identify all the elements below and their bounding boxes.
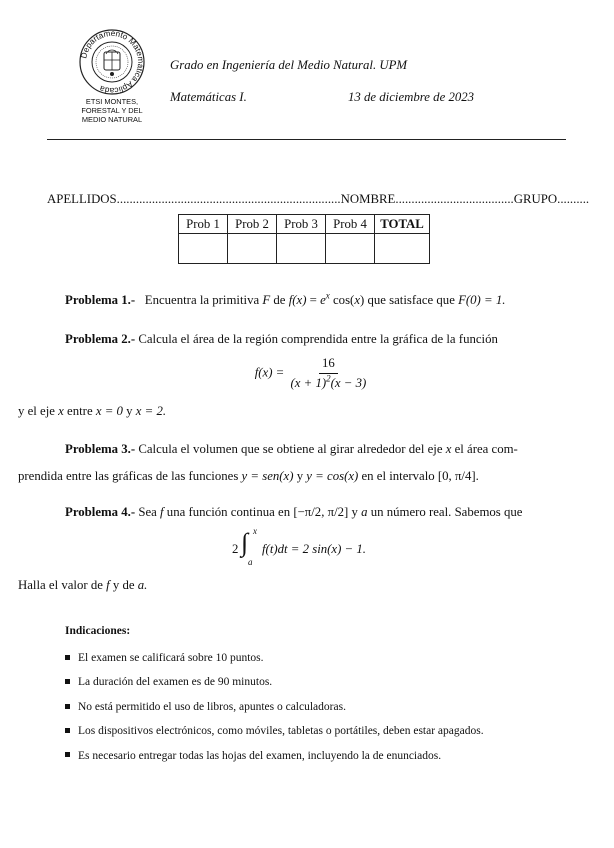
math-cos bbox=[333, 293, 364, 307]
math: F bbox=[262, 293, 271, 307]
math: 2 bbox=[326, 373, 331, 384]
bullet-icon bbox=[65, 679, 70, 684]
logo-caption-line: FORESTAL Y DEL bbox=[81, 106, 143, 115]
grade-cell[interactable] bbox=[179, 234, 228, 264]
math: cos( bbox=[332, 293, 355, 307]
indications-list bbox=[65, 650, 484, 772]
list-item-text: No está permitido el uso de libros, apuntes o calculadoras. bbox=[78, 700, 346, 713]
math: e bbox=[320, 293, 326, 307]
grades-score-row bbox=[179, 234, 430, 264]
problem-2 bbox=[18, 326, 568, 353]
problem-label: Problema 2.- bbox=[65, 332, 136, 346]
problem-3 bbox=[18, 436, 568, 490]
problem-text: Sea bbox=[138, 505, 157, 519]
list-item-text: Es necesario entregar todas las hojas del examen, incluyendo la de enunciados. bbox=[78, 749, 442, 762]
problem-text: y el eje bbox=[18, 404, 55, 418]
list-item-text: El examen se calificará sobre 10 puntos. bbox=[78, 652, 264, 664]
problem-text: y de bbox=[112, 578, 135, 592]
problem-2-end bbox=[18, 398, 568, 425]
grades-header-cell: Prob 2 bbox=[228, 215, 277, 234]
math: x bbox=[445, 442, 452, 456]
math: y = sen(x) bbox=[241, 469, 294, 483]
grupo-field[interactable]: GRUPO.......... bbox=[513, 192, 590, 206]
problem-text: Encuentra la primitiva bbox=[144, 293, 260, 307]
problem-text: que satisface que bbox=[367, 293, 455, 307]
math: (x + 1) bbox=[290, 376, 327, 390]
grade-cell[interactable] bbox=[326, 234, 375, 264]
integral-upper-limit: x bbox=[253, 526, 257, 536]
bullet-icon bbox=[65, 704, 70, 709]
problem-4-equation bbox=[228, 526, 398, 570]
student-fields bbox=[47, 192, 614, 207]
problem-text: en el intervalo bbox=[361, 469, 435, 483]
problem-text: y bbox=[351, 505, 358, 519]
logo-caption-line: ETSI MONTES, bbox=[85, 97, 139, 106]
logo-caption bbox=[74, 97, 150, 124]
integral-sign: ∫ bbox=[241, 528, 249, 557]
department-logo bbox=[74, 28, 150, 124]
problem-text: una función continua en bbox=[166, 505, 291, 519]
nombre-field[interactable]: NOMBRE..................................... bbox=[340, 192, 514, 206]
math: [−π/2, π/2] bbox=[293, 505, 349, 519]
list-item-text: Los dispositivos electrónicos, como móviles, tabletas o portátiles, deben estar apagados. bbox=[78, 725, 484, 738]
grades-header-cell: Prob 3 bbox=[277, 215, 326, 234]
bullet-icon bbox=[65, 752, 70, 757]
math: x bbox=[58, 404, 64, 418]
subject-title: Matemáticas I. bbox=[170, 90, 247, 104]
indications-title: Indicaciones: bbox=[65, 625, 131, 637]
list-item-text: La duración del examen es de 90 minutos. bbox=[78, 676, 273, 689]
problem-label: Problema 3.- bbox=[65, 442, 136, 456]
bullet-icon bbox=[65, 728, 70, 733]
grade-cell[interactable] bbox=[277, 234, 326, 264]
seal-ring-text: Departamento Matemática Aplicada bbox=[79, 28, 146, 96]
problem-text: y bbox=[126, 404, 133, 418]
problem-label: Problema 4.- bbox=[65, 505, 136, 519]
problem-text: y bbox=[296, 469, 304, 483]
math: x bbox=[354, 293, 360, 307]
department-seal-icon bbox=[78, 28, 146, 96]
problem-4 bbox=[18, 499, 568, 526]
problem-text: entre bbox=[67, 404, 93, 418]
grades-header-row bbox=[179, 215, 430, 234]
problem-1 bbox=[18, 287, 568, 314]
math: f(t)dt = 2 sin(x) − 1. bbox=[262, 542, 366, 556]
math: y = cos(x) bbox=[306, 469, 359, 483]
math: f bbox=[106, 578, 110, 592]
fraction-denominator bbox=[288, 374, 370, 391]
math: f(x) = bbox=[254, 365, 285, 380]
list-item bbox=[65, 723, 484, 747]
apellidos-field[interactable]: APELLIDOS...................................................................... bbox=[47, 192, 341, 206]
problem-text: Calcula el volumen que se obtiene al girar alrededor del eje bbox=[138, 442, 443, 456]
problem-text: prendida entre las gráficas de las funciones bbox=[18, 469, 239, 483]
math: f bbox=[160, 505, 164, 519]
math: ) bbox=[360, 293, 365, 307]
list-item bbox=[65, 650, 484, 674]
grade-cell[interactable] bbox=[228, 234, 277, 264]
grades-table bbox=[178, 214, 430, 264]
problem-2-equation bbox=[242, 356, 382, 391]
problem-text: de bbox=[273, 293, 286, 307]
grades-header-cell: Prob 4 bbox=[326, 215, 375, 234]
grades-header-cell: TOTAL bbox=[375, 215, 430, 234]
math: a bbox=[361, 505, 368, 519]
math: x = 2. bbox=[135, 404, 167, 418]
math: 2 bbox=[232, 542, 239, 556]
problem-text: Halla el valor de bbox=[18, 578, 103, 592]
problem-text: un número real. Sabemos que bbox=[370, 505, 523, 519]
list-item bbox=[65, 674, 484, 698]
math: f(x) bbox=[288, 293, 307, 307]
bullet-icon bbox=[65, 655, 70, 660]
exam-date: 13 de diciembre de 2023 bbox=[348, 90, 475, 104]
grade-cell[interactable] bbox=[375, 234, 430, 264]
grades-header-cell: Prob 1 bbox=[179, 215, 228, 234]
problem-4-end bbox=[18, 572, 568, 599]
fraction-numerator: 16 bbox=[319, 356, 338, 374]
math: F(0) = 1. bbox=[458, 293, 506, 307]
fraction bbox=[288, 356, 370, 391]
math: [0, π/4]. bbox=[437, 469, 479, 483]
math: = bbox=[309, 293, 317, 307]
math: x = 0 bbox=[95, 404, 123, 418]
math: x bbox=[325, 290, 330, 301]
degree-title: Grado en Ingeniería del Medio Natural. UPM bbox=[170, 58, 408, 72]
math: a. bbox=[137, 578, 148, 592]
math: (x − 3) bbox=[330, 376, 367, 390]
integral-lower-limit: a bbox=[248, 557, 253, 567]
problem-text: Calcula el área de la región comprendida entre la gráfica de la función bbox=[138, 332, 498, 346]
math-exp bbox=[320, 290, 330, 307]
header-divider bbox=[47, 139, 566, 140]
list-item bbox=[65, 748, 484, 772]
list-item bbox=[65, 699, 484, 723]
problem-text: el área com- bbox=[454, 442, 518, 456]
logo-caption-line: MEDIO NATURAL bbox=[81, 115, 143, 124]
problem-label: Problema 1.- bbox=[65, 293, 136, 307]
